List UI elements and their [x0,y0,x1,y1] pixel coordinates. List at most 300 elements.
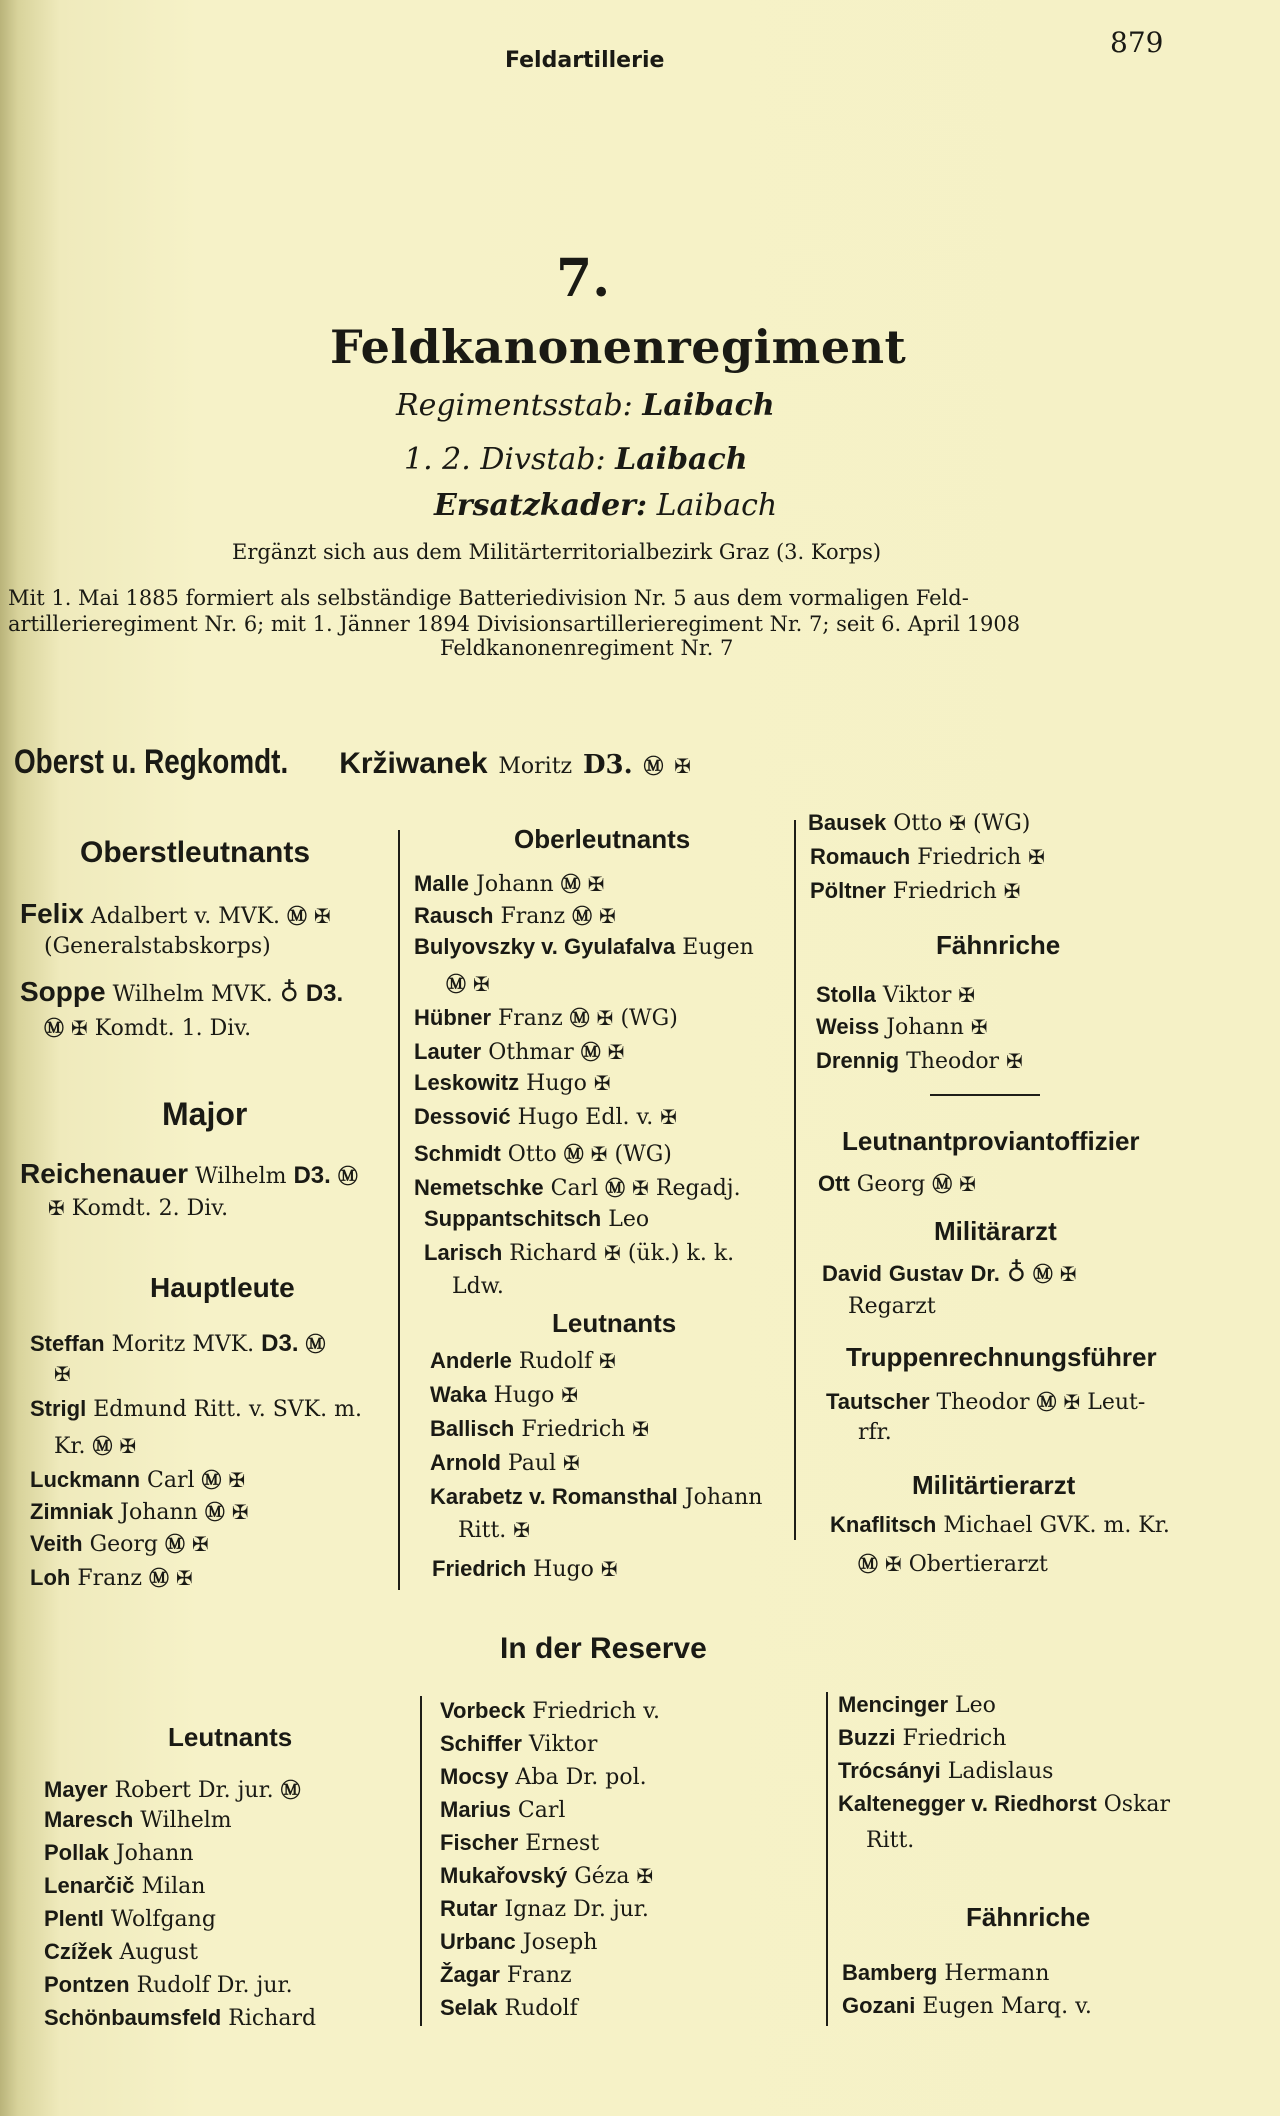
reserve-divider-1 [420,1696,422,2026]
history-line-3: Feldkanonenregiment Nr. 7 [440,636,734,660]
given-name: Theodor [906,1049,1000,1074]
list-item [44,1774,316,1807]
surname: Suppantschitsch [424,1206,602,1231]
cross-icon: ✠ [561,1383,579,1407]
cross-icon: ✠ [885,1552,902,1576]
given-name: Franz [77,1566,142,1591]
given-name: Georg [89,1532,159,1557]
surname: Vorbeck [440,1698,526,1723]
cross-icon: ✠ [1028,845,1045,869]
title: Dr. [970,1261,1000,1286]
surname: Bulyovszky v. Gyulafalva [414,934,676,959]
surname: Waka [430,1382,487,1407]
cross-icon: ✠ [949,811,967,835]
entry-leskowitz [414,1070,611,1096]
page-number: 879 [1110,26,1164,59]
medal-icon: Ⓜ [605,1176,626,1200]
surname: Mocsy [440,1764,509,1789]
entry-kaltenegger-cont: Ritt. [866,1828,915,1853]
cross-icon: ✠ [1063,1390,1081,1414]
surname: Ballisch [430,1416,515,1441]
given-name: Ernest [525,1831,600,1856]
cross-icon: ✠ [119,1434,137,1458]
given-name: Wilhelm [195,1164,287,1189]
entry-karabetz [430,1484,762,1510]
note: Obertierarzt [908,1552,1048,1577]
commander-rank: Oberst u. Regkomdt. [14,743,289,781]
list-item [838,1758,1170,1791]
commander-given: Moritz [498,754,573,779]
divstab-line [404,442,748,477]
given-name: Hermann [944,1961,1050,1986]
surname: Drennig [816,1048,900,1073]
entry-larisch [424,1240,734,1266]
given-name: August [119,1940,198,1965]
given-name: Johann [684,1485,763,1510]
entry-malle [414,868,604,897]
given-name: Edmund Ritt. v. SVK. m. [93,1397,362,1422]
surname: Weiss [816,1014,880,1039]
decoration-icon: ♁ [1006,1258,1026,1288]
cross-icon: ✠ [48,1196,65,1220]
reserve-faehnriche-list [842,1960,1092,2026]
given-name: Johann [476,872,554,897]
entry-strigl [30,1396,362,1422]
medal-icon: Ⓜ [337,1164,358,1188]
cross-icon: ✠ [660,1105,678,1129]
entry-stolla [816,982,975,1008]
list-item [838,1692,1170,1725]
given-name: Hugo [533,1557,594,1582]
medal-icon: Ⓜ [446,972,466,996]
entry-strigl-cont [54,1430,136,1459]
entry-drennig [816,1048,1023,1074]
cross-icon: ✠ [593,1071,611,1095]
given-name: Géza [574,1864,630,1889]
regiment-title: Feldkanonenregiment [330,320,907,374]
award-d3: D3. [261,1330,299,1357]
divstab-prefix: 1. 2. [404,442,471,477]
given-name: Leo [608,1207,650,1232]
given-name: Rudolf Dr. jur. [136,1973,293,1998]
surname: Schiffer [440,1731,522,1756]
entry-ott [818,1168,976,1197]
list-item [440,1830,660,1863]
medal-icon: Ⓜ [201,1468,222,1492]
column-divider-1 [398,830,400,1590]
surname: Mukařovský [440,1863,568,1888]
surname: Luckmann [30,1467,141,1492]
given-name: Richard [228,2006,317,2031]
list-item [44,1840,316,1873]
surname: Lenarčič [44,1873,135,1898]
reserve-list-2 [440,1698,660,2028]
note: (WG) [614,1142,672,1167]
entry-knaflitsch-cont [858,1548,1048,1577]
given-name: Hugo [526,1071,587,1096]
list-item [44,2005,316,2038]
cross-icon: ✠ [636,1864,654,1888]
surname: David [822,1261,882,1286]
medal-icon: Ⓜ [305,1332,326,1356]
award-d3: D3. [293,1162,331,1189]
given-name: Moritz [111,1332,186,1357]
surname: Maresch [44,1807,134,1832]
note: Kr. [54,1434,86,1459]
heading-truppenrechnungsfuehrer: Truppenrechnungsführer [846,1342,1157,1372]
cross-icon: ✠ [959,1172,976,1196]
surname: Pöltner [810,878,886,903]
surname: Plentl [44,1906,104,1931]
cross-icon: ✠ [1006,1049,1023,1073]
medal-icon: Ⓜ [580,1040,601,1064]
surname: Lauter [414,1039,482,1064]
entry-felix-note: (Generalstabskorps) [44,934,271,959]
surname: Buzzi [838,1725,896,1750]
entry-steffan [30,1328,326,1358]
surname: Trócsányi [838,1758,941,1783]
heading-hauptleute: Hauptleute [150,1272,295,1303]
medal-icon: Ⓜ [149,1566,169,1590]
cross-icon: ✠ [563,1451,580,1475]
entry-waka [430,1382,578,1408]
entry-luckmann [30,1464,245,1493]
cross-icon: ✠ [192,1532,209,1556]
surname: Marius [440,1797,511,1822]
list-item [44,1873,316,1906]
entry-steffan-cont [54,1362,71,1387]
medal-icon: Ⓜ [1032,1262,1053,1286]
surname: Mencinger [838,1692,949,1717]
given-name: Hugo Edl. v. [517,1105,654,1130]
surname: Hübner [414,1005,491,1030]
surname: Nemetschke [414,1175,544,1200]
entry-veith [30,1528,209,1557]
cross-icon: ✠ [604,1241,621,1265]
entry-arnold [430,1450,580,1476]
award: MVK. [192,1332,255,1357]
surname: Ott [818,1171,850,1196]
surname: Žagar [440,1962,500,1987]
given-name: Leo [955,1693,996,1718]
given-name: Johann [886,1015,964,1040]
staff-label: Regimentsstab: [396,388,633,423]
cross-icon: ✠ [71,1016,88,1040]
given-name: Carl [147,1468,195,1493]
entry-knaflitsch [830,1512,1170,1538]
divstab-place: Laibach [615,442,748,477]
medal-icon: Ⓜ [92,1434,113,1458]
given-name: Friedrich [917,845,1022,870]
ersatz-label: Ersatzkader: [434,488,648,523]
medal-icon: Ⓜ [858,1552,878,1576]
entry-felix [20,898,331,930]
reserve-list-3 [838,1692,1170,1824]
surname: Stolla [816,982,876,1007]
surname: Gozani [842,1993,916,2018]
surname: Pollak [44,1840,109,1865]
entry-ballisch [430,1416,649,1442]
heading-oberstleutnants: Oberstleutnants [80,836,311,869]
entry-bulyovszky-cont [446,968,490,997]
section-divider-rule [930,1094,1040,1096]
note: (ük.) k. k. [627,1241,735,1266]
cross-icon: ✠ [1003,879,1021,903]
list-item [842,1960,1092,1993]
surname: Reichenauer [20,1158,189,1189]
cross-icon: ✠ [599,1349,616,1373]
entry-rausch [414,900,616,929]
entry-reichenauer-note [48,1196,228,1221]
regiment-number: 7. [556,248,611,309]
entry-friedrich [432,1556,618,1582]
given-name: Joseph [522,1930,598,1955]
heading-militaertierarzt: Militärtierarzt [912,1470,1076,1500]
list-item [440,1962,660,1995]
list-item [440,1731,660,1764]
given-name: Friedrich v. [532,1699,660,1724]
entry-bulyovszky [414,934,754,960]
surname: Anderle [430,1348,512,1373]
entry-loh [30,1562,193,1591]
medal-icon: Ⓜ [165,1532,186,1556]
list-item [440,1896,660,1929]
surname: Rutar [440,1896,498,1921]
given-name: Rudolf [504,1996,578,2021]
given-name: Othmar [488,1040,574,1065]
surname: Bamberg [842,1960,938,1985]
surname: Urbanc [440,1929,516,1954]
given-name: Carl [550,1176,599,1201]
list-item [440,1698,660,1731]
surname: Arnold [430,1450,501,1475]
given-name: Wilhelm [112,982,204,1007]
surname: Loh [30,1565,71,1590]
given-name: Eugen Marq. v. [922,1994,1092,2019]
given-name: Milan [141,1874,206,1899]
given-name: Oskar [1103,1792,1171,1817]
surname: Kaltenegger v. Riedhorst [838,1791,1097,1816]
entry-zimniak [30,1496,249,1525]
medal-icon: Ⓜ [280,1778,301,1802]
given-name: Theodor [936,1390,1030,1415]
staff-place: Laibach [642,388,775,423]
given-name: Franz [498,1006,563,1031]
cross-icon: ✠ [674,754,692,778]
commander-row [14,742,691,782]
given-name: Johann [115,1841,194,1866]
heading-oberleutnants: Oberleutnants [514,824,691,854]
medal-icon: Ⓜ [569,1006,590,1030]
entry-larisch-cont: Ldw. [452,1274,504,1299]
entry-suppantschitsch [424,1206,649,1232]
surname: Friedrich [432,1556,527,1581]
surname: Pontzen [44,1972,130,1997]
cross-icon: ✠ [54,1362,71,1386]
given-name: Georg [856,1172,926,1197]
given-name: Richard [509,1241,598,1266]
list-item [44,1906,316,1939]
surname: Karabetz v. Romansthal [430,1484,678,1509]
given-name: Carl [517,1798,566,1823]
entry-schmidt [414,1138,672,1167]
surname: Tautscher [826,1389,930,1414]
surname: Leskowitz [414,1070,520,1095]
surname: Dessović [414,1104,511,1129]
entry-david-cont: Regarzt [848,1294,936,1319]
surname: Veith [30,1531,83,1556]
given-name: Michael GVK. m. Kr. [943,1513,1170,1538]
heading-faehnriche: Fähnriche [936,930,1061,960]
given-name: Rudolf [518,1349,593,1374]
cross-icon: ✠ [1059,1262,1077,1286]
staff-line [396,388,775,423]
cross-icon: ✠ [590,1142,608,1166]
surname: Soppe [20,976,106,1007]
given-name: Friedrich [902,1726,1007,1751]
cross-icon: ✠ [958,983,976,1007]
given-name: Hugo [493,1383,555,1408]
entry-romauch [810,844,1045,870]
given-name: Gustav [888,1261,964,1286]
note: Ritt. [458,1518,507,1543]
heading-major: Major [162,1096,248,1132]
medal-icon: Ⓜ [560,872,581,896]
given-name: Robert Dr. jur. [114,1778,274,1803]
entry-reichenauer [20,1158,358,1190]
ersatz-place: Laibach [656,488,778,523]
given-name: Franz [506,1963,572,1988]
cross-icon: ✠ [596,1006,614,1030]
recruitment-line: Ergänzt sich aus dem Militärterritorialbezirk Graz (3. Korps) [232,540,882,564]
note: Regadj. [655,1176,741,1201]
medal-icon: Ⓜ [1036,1390,1057,1414]
award: MVK. [218,904,281,929]
given-name: Paul [507,1451,557,1476]
surname: Steffan [30,1331,105,1356]
entry-soppe-note [44,1012,251,1041]
decoration-icon: ♁ [279,978,299,1008]
given-name: Johann [120,1500,198,1525]
surname: Rausch [414,903,494,928]
entry-lauter [414,1036,625,1065]
ersatz-line [434,488,777,523]
cross-icon: ✠ [632,1176,649,1200]
note: (WG) [973,811,1031,836]
cross-icon: ✠ [473,972,490,996]
list-item [440,1863,660,1896]
entry-tautscher-cont: rfr. [858,1420,892,1445]
list-item [440,1764,660,1797]
entry-bausek [808,810,1030,836]
surname: Bausek [808,810,887,835]
medal-icon: Ⓜ [563,1142,584,1166]
given-name: Wolfgang [110,1907,216,1932]
cross-icon: ✠ [513,1518,531,1542]
given-name: Friedrich [521,1417,626,1442]
surname: Fischer [440,1830,519,1855]
entry-poeltner [810,878,1021,904]
surname: Schönbaumsfeld [44,2005,222,2030]
given-name: Eugen [682,935,754,960]
award: MVK. [210,982,273,1007]
heading-reserve: In der Reserve [500,1632,707,1665]
cross-icon: ✠ [587,872,605,896]
list-item [838,1791,1170,1824]
cross-icon: ✠ [599,904,616,928]
entry-karabetz-cont [458,1518,530,1543]
entry-david [822,1258,1077,1288]
surname: Felix [20,898,84,929]
cross-icon: ✠ [176,1566,193,1590]
heading-reserve-leutnants: Leutnants [168,1722,293,1752]
given-name: Ladislaus [947,1759,1054,1784]
medal-icon: Ⓜ [572,904,593,928]
list-item [440,1929,660,1962]
list-item [838,1725,1170,1758]
entry-dessovic [414,1104,677,1130]
cross-icon: ✠ [314,904,331,928]
given-name: Ignaz Dr. jur. [504,1897,649,1922]
award-d3: D3. [305,980,344,1007]
given-name: Viktor [528,1732,598,1757]
cross-icon: ✠ [231,1500,249,1524]
cross-icon: ✠ [228,1468,246,1492]
medal-icon: Ⓜ [932,1172,953,1196]
surname: Larisch [424,1240,503,1265]
divstab-label: Divstab: [480,442,606,477]
history-line-1: Mit 1. Mai 1885 formiert als selbständige Batteriedivision Nr. 5 aus dem vormaligen Feld- [8,586,969,610]
column-divider-2 [794,820,796,1540]
commander-surname: Kržiwanek [339,747,488,780]
given-name: Friedrich [892,879,997,904]
given-name: Viktor [882,983,952,1008]
medal-icon: Ⓜ [287,904,308,928]
list-item [44,1972,316,2005]
commander-award: D3. [582,750,633,780]
entry-soppe [20,976,343,1008]
history-line-2: artillerieregiment Nr. 6; mit 1. Jänner 1894 Divisionsartillerieregiment Nr. 7; seit 6. April 1908 [8,612,1021,636]
heading-leutnants: Leutnants [552,1308,677,1338]
cross-icon: ✠ [632,1417,650,1441]
entry-huebner [414,1002,678,1031]
medal-icon: Ⓜ [44,1016,64,1040]
note: (WG) [620,1006,678,1031]
surname: Strigl [30,1396,87,1421]
surname: Mayer [44,1777,108,1802]
reserve-divider-2 [826,1692,828,2026]
heading-militaerarzt: Militärarzt [934,1216,1057,1246]
cross-icon: ✠ [970,1015,988,1039]
medal-icon: Ⓜ [643,754,664,778]
entry-tautscher [826,1386,1145,1415]
note: Komdt. 1. Div. [94,1016,252,1041]
surname: Romauch [810,844,911,869]
surname: Zimniak [30,1499,114,1524]
given-name: Otto [893,811,943,836]
cross-icon: ✠ [607,1040,625,1064]
list-item [44,1807,316,1840]
entry-weiss [816,1014,988,1040]
note: Leut- [1087,1390,1146,1415]
given-name: Franz [500,904,566,929]
reserve-list-1 [44,1774,316,2038]
running-head: Feldartillerie [505,48,665,73]
surname: Selak [440,1995,498,2020]
heading-proviantoffizier: Leutnantproviantoffizier [842,1126,1140,1156]
given-name: Aba Dr. pol. [515,1765,647,1790]
entry-nemetschke [414,1172,741,1201]
